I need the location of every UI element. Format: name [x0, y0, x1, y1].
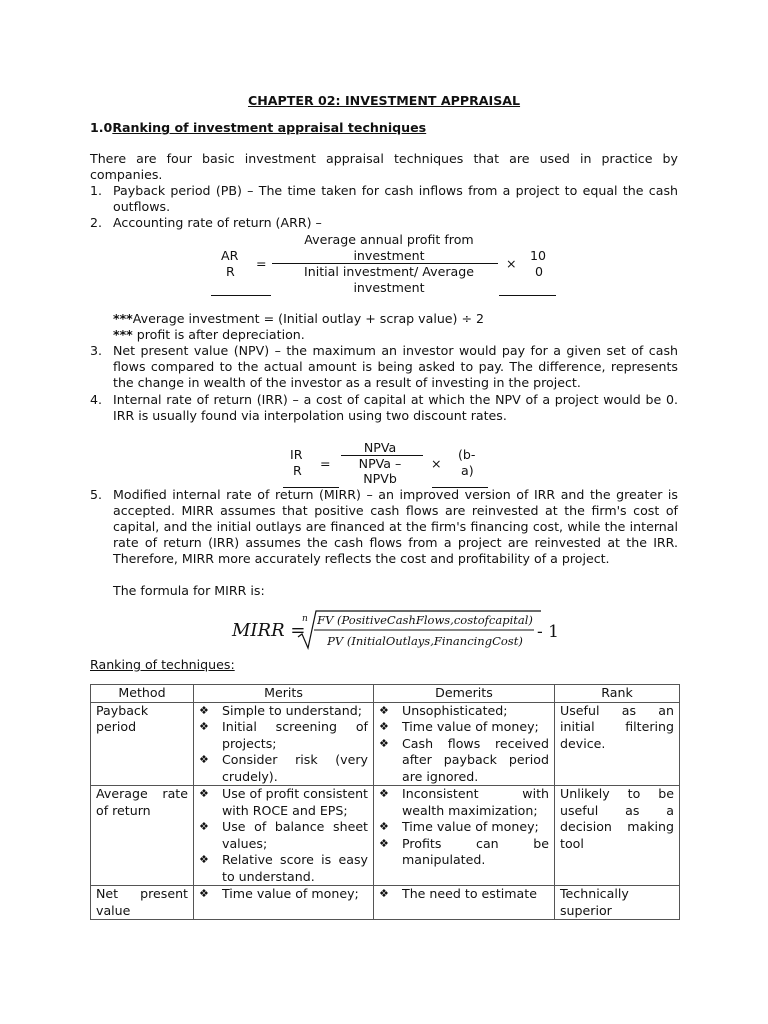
method-cell: Payback period [91, 702, 194, 786]
list-item-number: 2. [90, 215, 103, 230]
merit-item: ❖ Simple to understand; [199, 703, 368, 720]
arr-numerator-2: investment [353, 248, 425, 263]
mirr-numerator: FV (PositiveCashFlows,costofcapital) [317, 613, 533, 627]
section-number: 1.0 [90, 120, 113, 135]
merit-item: ❖ Use of profit consistent with ROCE and EPS; [199, 786, 368, 819]
list-item-number: 3. [90, 343, 103, 358]
irr-denominator-2: NPVb [363, 471, 397, 486]
irr-lhs-bottom: R [293, 463, 302, 478]
irr-multiplier-top: (b- [458, 447, 476, 462]
mirr-denominator: PV (InitialOutlays,FinancingCost) [327, 634, 523, 648]
arr-multiplier-top: 10 [530, 248, 547, 263]
section-title: Ranking of investment appraisal techniques [112, 120, 427, 135]
merits-cell [194, 702, 374, 786]
arr-denominator-2: investment [353, 280, 425, 295]
demerits-cell [374, 886, 555, 920]
list-item-irr: Internal rate of return (IRR) – a cost of capital at which the NPV of a project would be 0. IRR is usually found via interpolation using two discount rates. [113, 392, 678, 423]
rank-cell: Useful as an initial filtering device. [555, 702, 680, 786]
arr-equals: = [256, 256, 267, 271]
demerit-item: ❖ Time value of money; [379, 719, 549, 736]
merits-cell [194, 886, 374, 920]
irr-lhs-top: IR [290, 447, 303, 462]
demerits-cell [374, 786, 555, 886]
list-item-npv: Net present value (NPV) – the maximum an investor would pay for a given set of cash flows compared to the actual amount is being asked to pay. The difference, represents the change in wealth of the investor as a result of investing in the project. [113, 343, 678, 390]
irr-equals: = [320, 456, 331, 471]
irr-times: × [431, 456, 442, 471]
merits-cell [194, 786, 374, 886]
list-item-arr: Accounting rate of return (ARR) – [113, 215, 322, 230]
section-heading [90, 120, 426, 136]
note-text: profit is after depreciation. [132, 327, 305, 342]
arr-note-average-investment [113, 311, 484, 327]
list-item-number: 5. [90, 487, 103, 502]
list-item-number: 1. [90, 183, 103, 198]
method-cell: Net present value [91, 886, 194, 920]
arr-lhs-bottom: R [226, 264, 235, 279]
merit-item: ❖ Consider risk (very crudely). [199, 752, 368, 785]
note-stars: *** [113, 327, 133, 342]
mirr-root-index: n [302, 614, 308, 624]
merit-item: ❖ Use of balance sheet values; [199, 819, 368, 852]
irr-numerator: NPVa [363, 440, 397, 455]
column-header: Method [91, 685, 194, 703]
note-stars: *** [113, 311, 133, 326]
ranking-heading: Ranking of techniques: [90, 657, 235, 672]
ranking-table [90, 684, 680, 920]
table-row [91, 702, 680, 786]
irr-multiplier-bottom: a) [461, 463, 474, 478]
arr-multiplier-bottom: 0 [535, 264, 544, 279]
table-row [91, 786, 680, 886]
chapter-title: CHAPTER 02: INVESTMENT APPRAISAL [248, 93, 521, 108]
list-item-number: 4. [90, 392, 103, 407]
note-text: Average investment = (Initial outlay + scrap value) ÷ 2 [132, 311, 485, 326]
demerit-item: ❖ Profits can be manipulated. [379, 836, 549, 869]
mirr-intro: The formula for MIRR is: [113, 583, 265, 598]
mirr-tail: - 1 [537, 622, 559, 642]
demerit-item: ❖ Time value of money; [379, 819, 549, 836]
list-item-payback: Payback period (PB) – The time taken for cash inflows from a project to equal the cash outflows. [113, 183, 678, 214]
demerit-item: ❖ The need to estimate [379, 886, 549, 903]
rank-cell: Unlikely to be useful as a decision making tool [555, 786, 680, 886]
column-header: Rank [555, 685, 680, 703]
list-item-mirr: Modified internal rate of return (MIRR) – an improved version of IRR and the greater is accepted. MIRR assumes that positive cash flows are reinvested at the firm's cost of capital, and the initial outlays are financed at the firm's financing cost, while the internal rate of return (IRR) assumes the cash flows from a project are reinvested at the IRR. Therefore, MIRR more accurately reflects the cost and profitability of a project. [113, 487, 678, 566]
mirr-lhs: MIRR = [232, 620, 306, 641]
table-row [91, 886, 680, 920]
arr-times: × [506, 256, 517, 271]
arr-note-depreciation [113, 327, 305, 343]
arr-denominator-1: Initial investment/ Average [304, 264, 474, 279]
demerit-item: ❖ Inconsistent with wealth maximization; [379, 786, 549, 819]
demerit-item: ❖ Unsophisticated; [379, 703, 549, 720]
merit-item: ❖ Time value of money; [199, 886, 368, 903]
arr-numerator-1: Average annual profit from [304, 232, 474, 247]
column-header: Merits [194, 685, 374, 703]
table-header-row [91, 685, 680, 703]
arr-lhs-top: AR [221, 248, 239, 263]
intro-paragraph: There are four basic investment appraisal techniques that are used in practice by companies. [90, 151, 678, 182]
arr-rule-right [499, 295, 556, 296]
demerits-cell [374, 702, 555, 786]
demerit-item: ❖ Cash flows received after payback period are ignored. [379, 736, 549, 786]
merit-item: ❖ Initial screening of projects; [199, 719, 368, 752]
irr-denominator-1: NPVa – [358, 456, 402, 471]
merit-item: ❖ Relative score is easy to understand. [199, 852, 368, 885]
method-cell: Average rate of return [91, 786, 194, 886]
column-header: Demerits [374, 685, 555, 703]
arr-rule-left [211, 295, 271, 296]
rank-cell: Technically superior [555, 886, 680, 920]
